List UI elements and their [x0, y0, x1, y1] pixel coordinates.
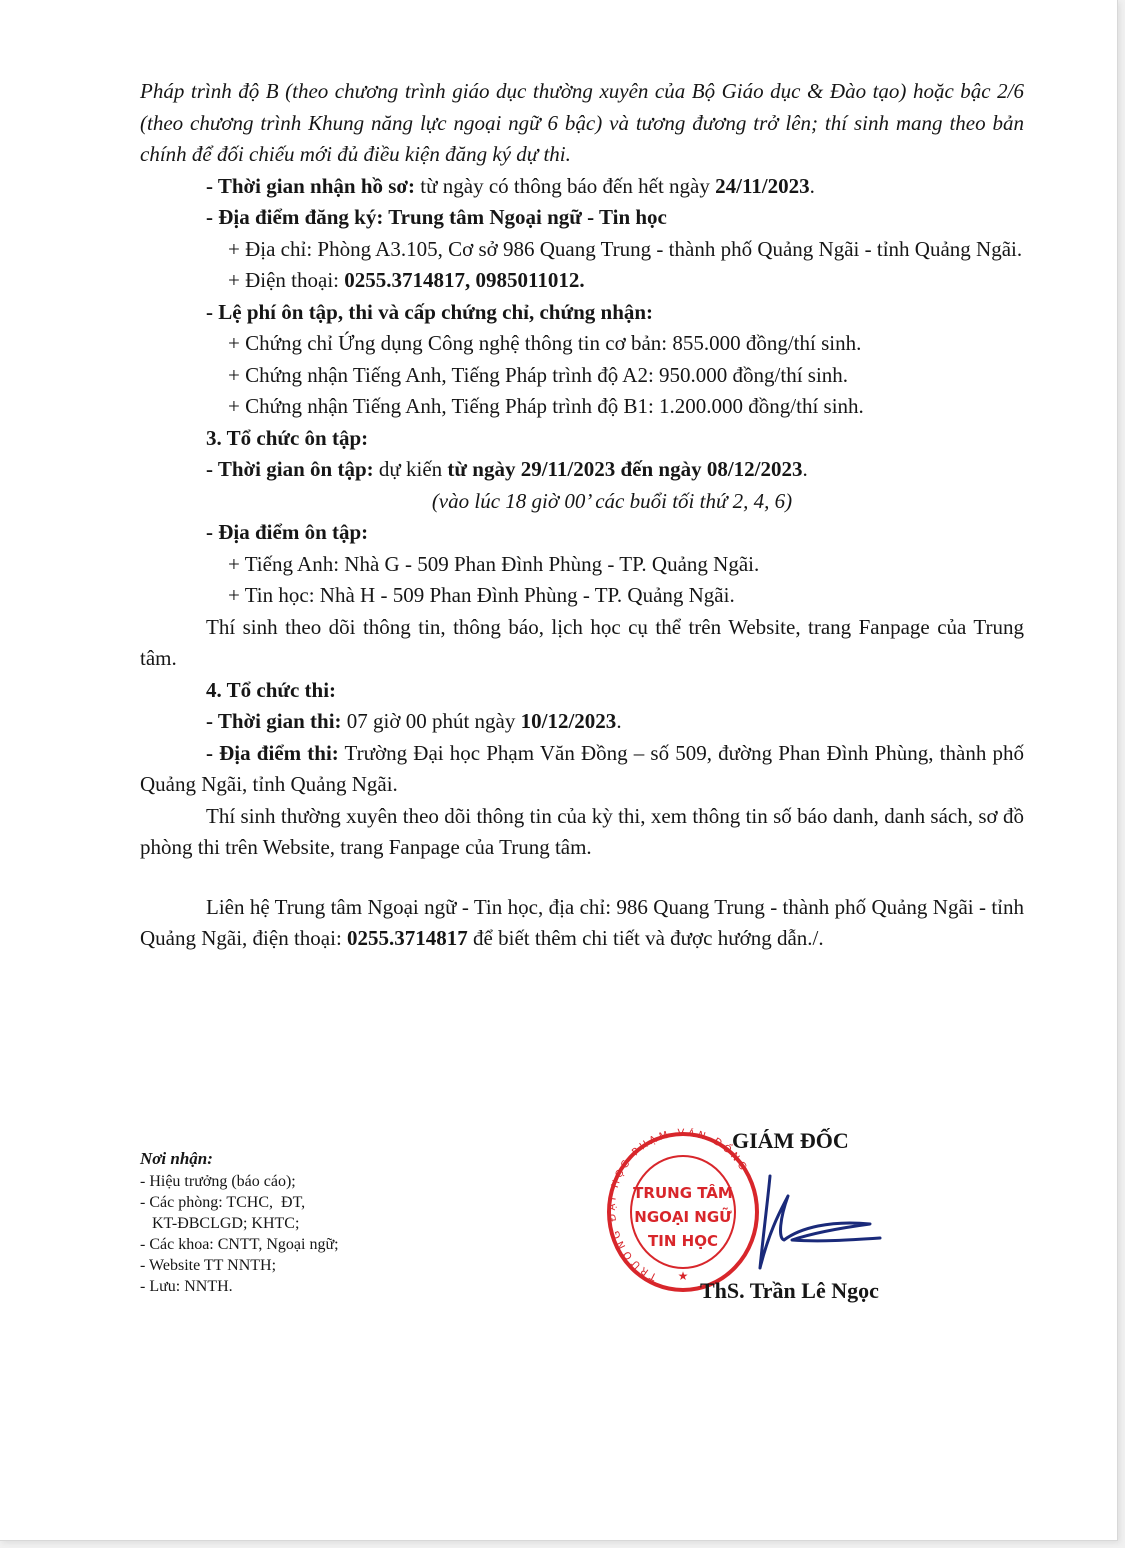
review-time-label: - Thời gian ôn tập: [206, 457, 374, 481]
recipients-title: Nơi nhận: [140, 1149, 213, 1168]
punct: . [616, 709, 622, 733]
section-4-heading [140, 675, 1024, 707]
contact-text: Liên hệ Trung tâm Ngoại ngữ - Tin học, địa chỉ: 986 Quang Trung - thành phố Quảng Ngãi - tỉnh Quảng Ngãi, điện thoại: [140, 894, 1024, 950]
fee-it-line: + Chứng chỉ Ứng dụng Công nghệ thông tin cơ bản: 855.000 đồng/thí sinh. [228, 331, 862, 355]
exam-time-label: - Thời gian thi: [206, 709, 342, 733]
svg-text:TRƯỜNG ĐẠI HỌC PHẠM VĂN ĐỒNG [607, 1128, 750, 1282]
exam-date: 10/12/2023 [520, 709, 617, 733]
recipients-block [140, 1148, 470, 1297]
recipient-item: - Hiệu trưởng (báo cáo); [140, 1173, 296, 1190]
review-info-paragraph: Thí sinh theo dõi thông tin, thông báo, lịch học cụ thể trên Website, trang Fanpage của Trung tâm. [140, 614, 1024, 670]
stamp-ring-text: TRƯỜNG ĐẠI HỌC PHẠM VĂN ĐỒNG [606, 1128, 750, 1282]
contact-phone: 0255.3714817 [347, 926, 468, 950]
fee-heading [140, 297, 1024, 329]
review-dates: từ ngày 29/11/2023 đến ngày 08/12/2023 [447, 457, 803, 481]
signer-name: ThS. Trần Lê Ngọc [700, 1278, 879, 1303]
exam-time-line [140, 706, 1024, 738]
handwritten-signature-icon [740, 1168, 890, 1278]
exam-place-label: - Địa điểm thi: [206, 740, 339, 765]
recipient-item: - Website TT NNTH; [140, 1257, 277, 1274]
review-time-line [140, 454, 1024, 486]
application-time-label: - Thời gian nhận hồ sơ: [206, 173, 416, 198]
stamp-star-icon: ★ [677, 1269, 689, 1283]
registration-place-text: - Địa điểm đăng ký: Trung tâm Ngoại ngữ - Tin học [206, 205, 667, 229]
application-time-line [140, 171, 1024, 203]
review-schedule-note: (vào lúc 18 giờ 00’ các buổi tối thứ 2, 4, 6) [431, 488, 793, 513]
application-deadline: 24/11/2023 [715, 173, 810, 198]
application-time-text: từ ngày có thông báo đến hết ngày [415, 173, 716, 198]
review-place-heading [140, 517, 1024, 549]
stamp-line-3: TIN HỌC [648, 1232, 718, 1250]
phone-label: + Điện thoại: [228, 268, 345, 292]
registration-place-heading [140, 202, 1024, 234]
exam-place-line [140, 738, 1024, 801]
phone-numbers: 0255.3714817, 0985011012. [344, 268, 585, 292]
punct: . [802, 457, 808, 481]
exam-time-text: 07 giờ 00 phút ngày [341, 709, 521, 733]
eligibility-paragraph: Pháp trình độ B (theo chương trình giáo dục thường xuyên của Bộ Giáo dục & Đào tạo) hoặc bậc 2/6 (theo chương trình Khung năng lực ngoại ngữ 6 bậc) và tương đương trở lên; thí sinh mang theo bản chính để đối chiếu mới đủ điều kiện đăng ký dự thi. [140, 79, 1024, 166]
section-4-title: 4. Tổ chức thi: [206, 677, 337, 702]
review-place-english: + Tiếng Anh: Nhà G - 509 Phan Đình Phùng - TP. Quảng Ngãi. [228, 551, 760, 576]
recipient-item: - Các khoa: CNTT, Ngoại ngữ; [140, 1236, 339, 1253]
review-time-text: dự kiến [373, 457, 448, 481]
contact-paragraph [140, 892, 1024, 955]
section-3-heading [140, 423, 1024, 455]
exam-place-text: Trường Đại học Phạm Văn Đồng – số 509, đường Phan Đình Phùng, thành phố Quảng Ngãi, tỉnh Quảng Ngãi. [140, 740, 1024, 796]
punct: . [809, 173, 815, 198]
section-3-title: 3. Tổ chức ôn tập: [206, 425, 369, 450]
recipient-item: - Các phòng: TCHC, ĐT, [140, 1194, 306, 1211]
phone-line [140, 265, 1024, 297]
document-body [140, 76, 1024, 955]
recipient-item: KT-ĐBCLGD; KHTC; [140, 1215, 300, 1232]
fee-a2-line: + Chứng nhận Tiếng Anh, Tiếng Pháp trình độ A2: 950.000 đồng/thí sinh. [228, 362, 849, 387]
review-place-it: + Tin học: Nhà H - 509 Phan Đình Phùng - TP. Quảng Ngãi. [228, 583, 735, 607]
exam-info-paragraph: Thí sinh thường xuyên theo dõi thông tin của kỳ thi, xem thông tin số báo danh, danh sách, sơ đồ phòng thi trên Website, trang Fanpage của Trung tâm. [140, 803, 1024, 859]
fee-b1-line: + Chứng nhận Tiếng Anh, Tiếng Pháp trình độ B1: 1.200.000 đồng/thí sinh. [228, 394, 864, 418]
signer-title: GIÁM ĐỐC [732, 1128, 849, 1153]
stamp-line-1: TRUNG TÂM [633, 1184, 733, 1202]
official-stamp-icon [604, 1128, 762, 1296]
recipient-item: - Lưu: NNTH. [140, 1278, 233, 1295]
contact-text-end: để biết thêm chi tiết và được hướng dẫn./. [467, 926, 824, 950]
fee-heading-text: - Lệ phí ôn tập, thi và cấp chứng chỉ, chứng nhận: [206, 299, 654, 324]
review-place-title: - Địa điểm ôn tập: [206, 520, 369, 544]
stamp-line-2: NGOẠI NGỮ [634, 1208, 732, 1226]
address-line: + Địa chỉ: Phòng A3.105, Cơ sở 986 Quang Trung - thành phố Quảng Ngãi - tỉnh Quảng Ngãi. [228, 236, 1023, 261]
